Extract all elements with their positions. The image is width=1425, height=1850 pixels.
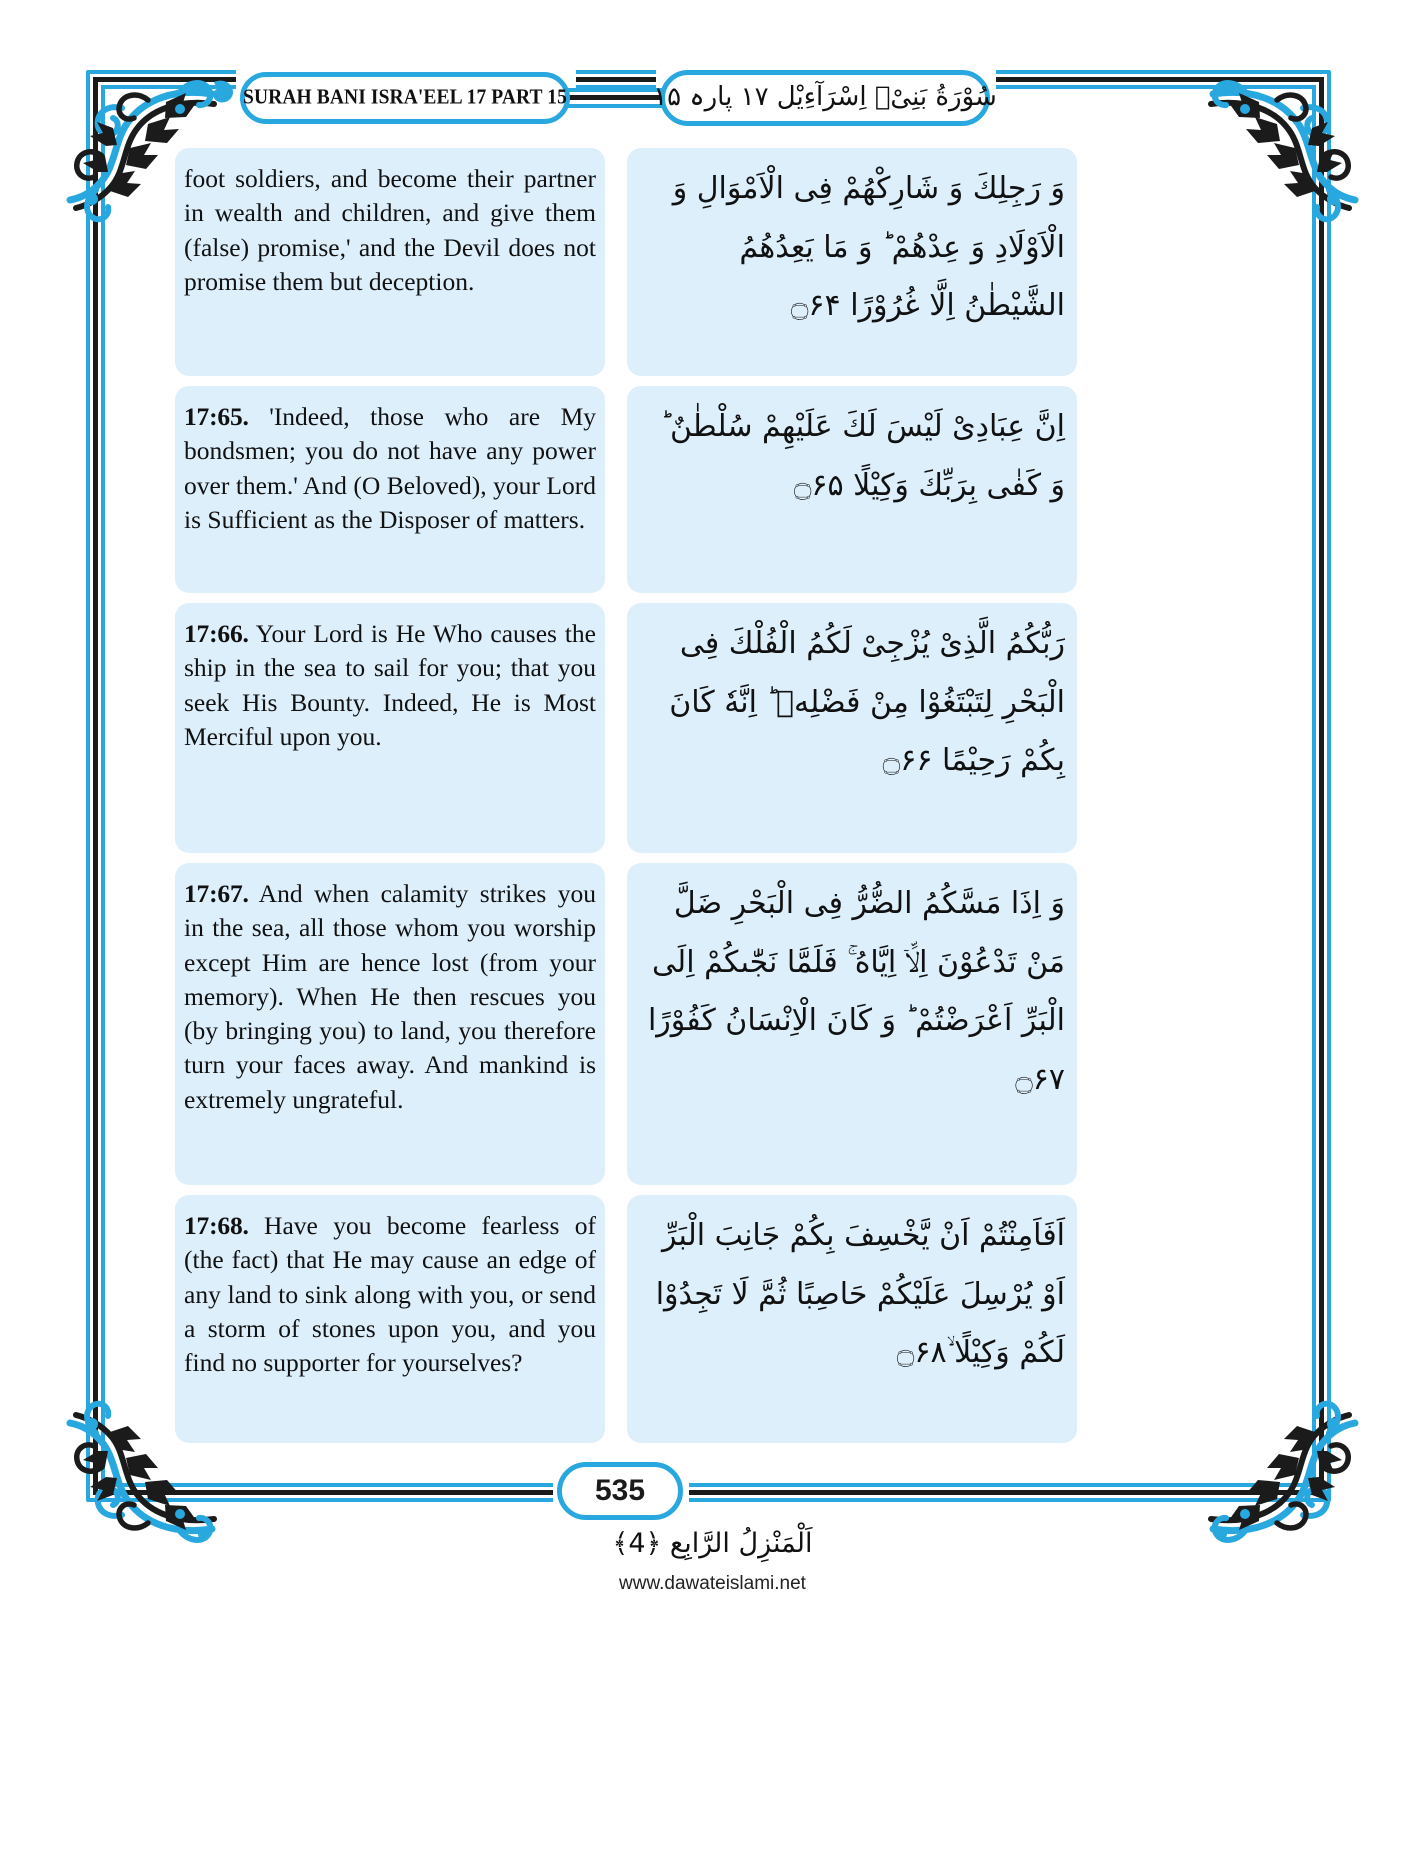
footer-manzil-caption: اَلْمَنْزِلُ الرَّابِع ﴿4﴾ xyxy=(612,1528,813,1559)
corner-ornament-top-left xyxy=(62,48,237,223)
corner-ornament-top-right xyxy=(1188,48,1363,223)
verse-block-arabic: وَ اِذَا مَسَّكُمُ الضُّرُّ فِی الْبَحْرِ ضَلَّ مَنْ تَدْعُوْنَ اِلَّاۤ اِیَّاهُ ۚ فَلَمَّا نَجّٰىكُمْ اِلَی الْبَرِّ اَعْرَضْتُمْ ؕ وَ كَانَ الْاِنْسَانُ كَفُوْرًا ۝۶۷ xyxy=(627,863,1077,1185)
header-english-label: SURAH BANI ISRA'EEL 17 PART 15 xyxy=(243,86,567,109)
verse-block-arabic: وَ رَجِلِكَ وَ شَارِكْهُمْ فِی الْاَمْوَالِ وَ الْاَوْلَادِ وَ عِدْهُمْ ؕ وَ مَا یَعِدُهُمُ الشَّیْطٰنُ اِلَّا غُرُوْرًا ۝۶۴ xyxy=(627,148,1077,376)
verse-number: 17:68. xyxy=(184,1211,249,1240)
page-number-badge xyxy=(557,1462,683,1520)
scripture-column-arabic xyxy=(627,148,1077,1448)
verse-block-english xyxy=(175,603,605,853)
header-surah-title-arabic xyxy=(653,70,997,126)
verse-text: Have you become fearless of (the fact) that He may cause an edge of any land to sink along with you, or send a storm of stones upon you, and you find no supporter for yourselves? xyxy=(184,1211,596,1378)
page-number: 535 xyxy=(594,1474,646,1507)
verse-block-english xyxy=(175,1195,605,1443)
column-gutter xyxy=(605,148,627,1448)
verse-block-arabic: اَفَاَمِنْتُمْ اَنْ یَّخْسِفَ بِكُمْ جَانِبَ الْبَرِّ اَوْ یُرْسِلَ عَلَیْكُمْ حَاصِبًا ثُمَّ لَا تَجِدُوْا لَكُمْ وَكِیْلًا ۙ۝۶۸ xyxy=(627,1195,1077,1443)
header-arabic-label: سُوْرَةُ بَنِیْۤ اِسْرَآءِیْل ۱۷ پارہ ۱۵ xyxy=(653,82,997,112)
verse-block-english xyxy=(175,863,605,1185)
translation-column-english xyxy=(175,148,605,1448)
verse-number: 17:66. xyxy=(184,619,249,648)
verse-block-english xyxy=(175,386,605,593)
verse-text: foot soldiers, and become their partner in wealth and children, and give them (false) promise,' and the Devil does not promise them but deception. xyxy=(184,164,596,296)
verse-number: 17:65. xyxy=(184,402,249,431)
verse-block-english xyxy=(175,148,605,376)
header-surah-title-english xyxy=(240,72,570,124)
verse-block-arabic: اِنَّ عِبَادِیْ لَیْسَ لَكَ عَلَیْهِمْ سُلْطٰنٌ ؕ وَ كَفٰی بِرَبِّكَ وَكِیْلًا ۝۶۵ xyxy=(627,386,1077,593)
verse-text: Your Lord is He Who causes the ship in the sea to sail for you; that you seek His Bounty. Indeed, He is Most Merciful upon you. xyxy=(184,619,596,751)
verse-block-arabic: رَبُّكُمُ الَّذِیْ یُزْجِیْ لَكُمُ الْفُلْكَ فِی الْبَحْرِ لِتَبْتَغُوْا مِنْ فَضْلِهٖ ؕ اِنَّهٗ كَانَ بِكُمْ رَحِیْمًا ۝۶۶ xyxy=(627,603,1077,853)
verse-text: And when calamity strikes you in the sea, all those whom you worship except Him are hence lost (from your memory). When He then rescues you (by bringing you) to land, you therefore turn your faces away. And mankind is extremely ungrateful. xyxy=(184,879,596,1114)
verse-number: 17:67. xyxy=(184,879,249,908)
footer-website-url: www.dawateislami.net xyxy=(619,1573,806,1594)
verse-columns xyxy=(175,148,1250,1448)
verse-text: 'Indeed, those who are My bondsmen; you do not have any power over them.' And (O Beloved), your Lord is Sufficient as the Disposer of matters. xyxy=(184,402,597,534)
